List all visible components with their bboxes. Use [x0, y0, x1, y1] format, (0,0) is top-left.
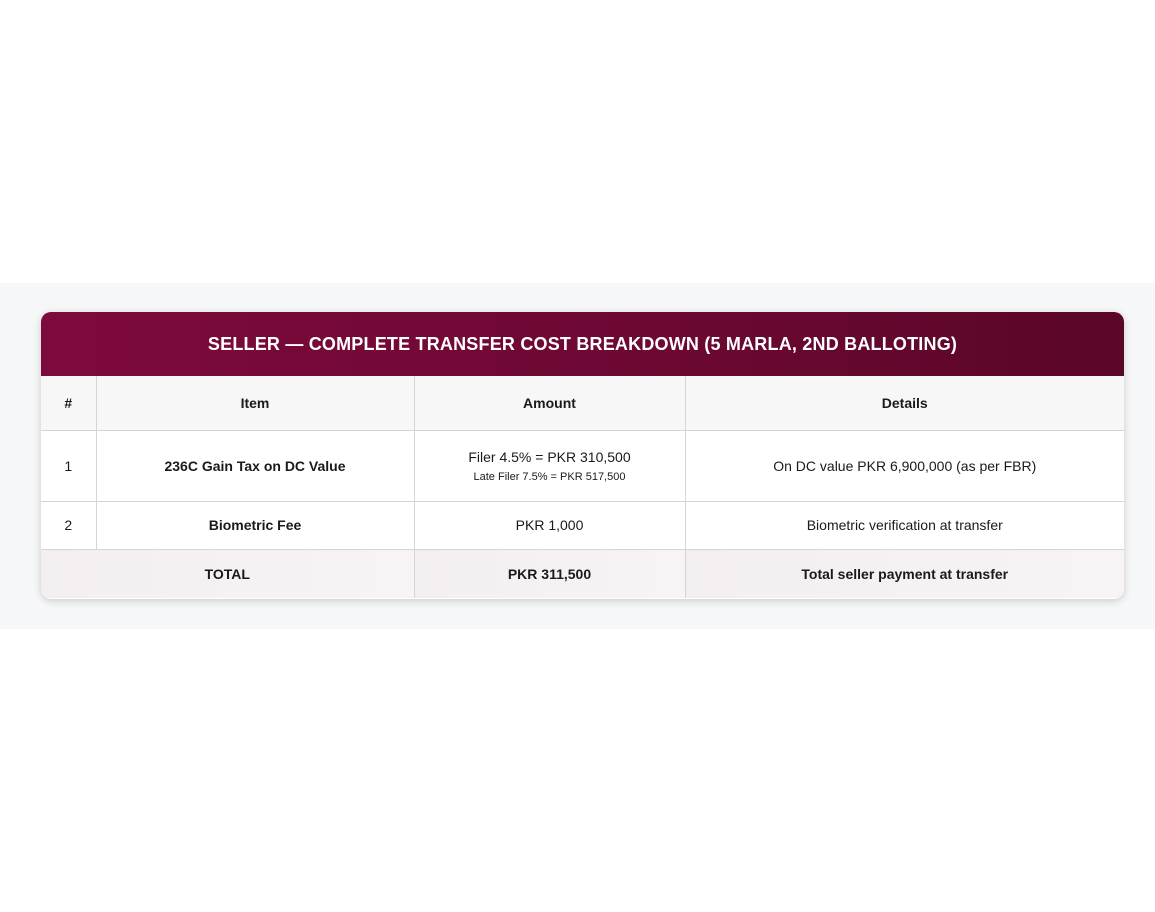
row-amount — [414, 430, 685, 501]
row-number: 1 — [41, 430, 96, 501]
table-title: SELLER — COMPLETE TRANSFER COST BREAKDOWN (5 MARLA, 2ND BALLOTING) — [207, 333, 958, 354]
total-row — [41, 549, 1124, 598]
column-header-details: Details — [685, 376, 1124, 430]
card-header — [41, 312, 1124, 376]
column-header-amount: Amount — [414, 376, 685, 430]
row-details: On DC value PKR 6,900,000 (as per FBR) — [685, 430, 1124, 501]
cost-breakdown-table — [41, 376, 1124, 598]
row-amount: PKR 1,000 — [414, 501, 685, 549]
row-number: 2 — [41, 501, 96, 549]
total-amount: PKR 311,500 — [414, 549, 685, 598]
total-label: TOTAL — [41, 549, 414, 598]
table-row — [41, 430, 1124, 501]
row-amount-sub: Late Filer 7.5% = PKR 517,500 — [473, 470, 626, 483]
table-header-row — [41, 376, 1124, 430]
column-header-num: # — [41, 376, 96, 430]
row-item: 236C Gain Tax on DC Value — [96, 430, 414, 501]
total-details: Total seller payment at transfer — [685, 549, 1124, 598]
table-row — [41, 501, 1124, 549]
row-details: Biometric verification at transfer — [685, 501, 1124, 549]
row-item: Biometric Fee — [96, 501, 414, 549]
row-amount-main: Filer 4.5% = PKR 310,500 — [468, 448, 631, 465]
cost-breakdown-card — [41, 312, 1124, 599]
column-header-item: Item — [96, 376, 414, 430]
